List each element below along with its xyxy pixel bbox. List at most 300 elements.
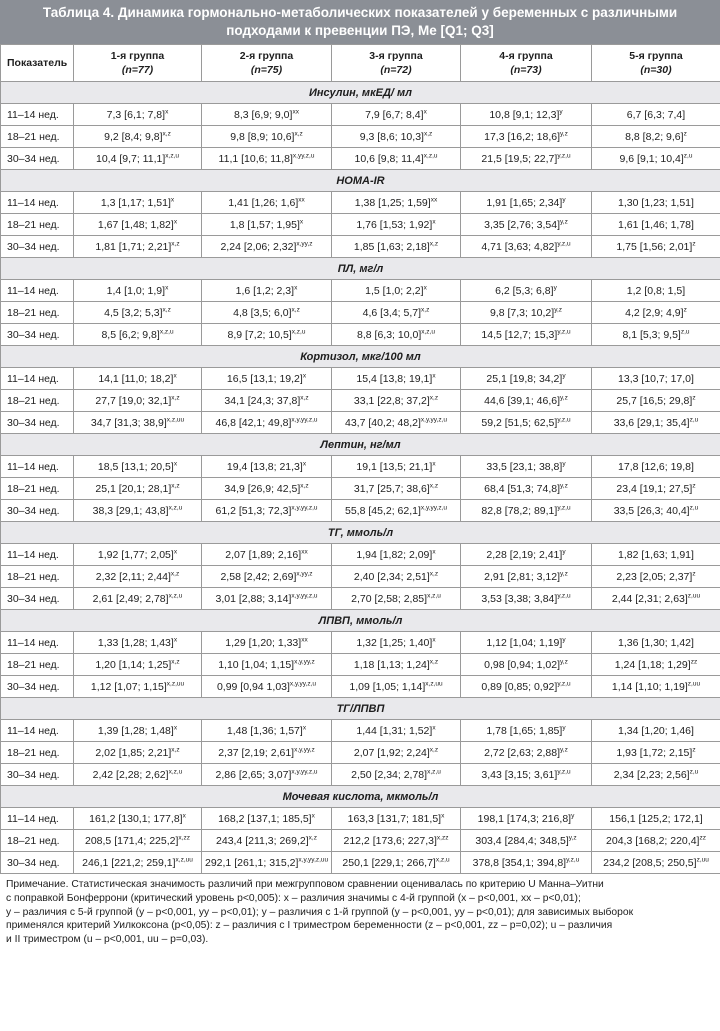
table-cell [461, 412, 592, 434]
significance-marker: x,z,uu [166, 680, 185, 687]
cell-value: 1,29 [1,20; 1,33] [225, 636, 302, 649]
table-cell [461, 544, 592, 566]
table-cell [74, 104, 202, 126]
significance-marker: x,z [171, 658, 180, 665]
header-group-3: 3-я группа (n=72) [332, 45, 461, 82]
table-row [1, 104, 720, 126]
cell-value: 1,32 [1,25; 1,40] [356, 636, 433, 649]
significance-marker: x,z [171, 240, 180, 247]
section-header-row [1, 610, 720, 632]
note-line: применялся критерий Уилкоксона (p<0,05): z – различия с I триместром беременности (z – p<0,001, zz – p=0,02); u – различия [6, 920, 613, 932]
cell-value: 6,7 [6,3; 7,4] [626, 108, 686, 121]
table-cell [461, 324, 592, 346]
table-cell [202, 126, 332, 148]
significance-marker: y,z,u [557, 504, 571, 511]
significance-marker: x,z [308, 834, 317, 841]
table-cell [332, 500, 461, 522]
cell-value: 1,75 [1,56; 2,01] [616, 240, 693, 253]
cell-value: 33,5 [23,1; 38,8] [486, 460, 563, 473]
cell-value: 4,5 [3,2; 5,3] [104, 306, 163, 319]
significance-marker: y,z [568, 834, 577, 841]
table-cell [202, 808, 332, 830]
table-cell [461, 214, 592, 236]
significance-marker: z [692, 482, 696, 489]
significance-marker: x,z [429, 658, 439, 665]
significance-marker: x,z [171, 482, 180, 489]
significance-marker: x,z [171, 746, 180, 753]
cell-value: 1,41 [1,26; 1,6] [228, 196, 299, 209]
cell-value: 2,42 [2,28; 2,62] [92, 768, 169, 781]
table-cell [592, 544, 720, 566]
cell-value: 0,89 [0,85; 0,92] [481, 680, 558, 693]
table-cell [332, 830, 461, 852]
section-title: ТГ/ЛПВП [1, 698, 720, 720]
table-cell [332, 214, 461, 236]
cell-value: 2,50 [2,34; 2,78] [351, 768, 428, 781]
table-cell [74, 720, 202, 742]
table-cell [74, 742, 202, 764]
significance-marker: xx [301, 636, 308, 643]
cell-value: 1,61 [1,46; 1,78] [618, 218, 694, 231]
significance-marker: y [562, 196, 566, 203]
table-row [1, 830, 720, 852]
cell-value: 55,8 [45,2; 62,1] [344, 504, 421, 517]
significance-marker: x,zz [436, 834, 449, 841]
cell-value: 1,3 [1,17; 1,51] [100, 196, 171, 209]
table-cell [74, 148, 202, 170]
cell-value: 1,67 [1,48; 1,82] [97, 218, 174, 231]
significance-marker: x,yy,z [296, 240, 313, 247]
section-title: Инсулин, мкЕД/ мл [1, 82, 720, 104]
cell-value: 1,78 [1,65; 1,85] [486, 724, 563, 737]
table-cell [202, 654, 332, 676]
cell-value: 16,5 [13,1; 19,2] [226, 372, 303, 385]
cell-value: 8,9 [7,2; 10,5] [227, 328, 292, 341]
table-cell [592, 456, 720, 478]
row-label: 18–21 нед. [1, 126, 74, 148]
cell-value: 59,2 [51,5; 62,5] [481, 416, 558, 429]
cell-value: 2,37 [2,19; 2,61] [218, 746, 295, 759]
significance-marker: y [559, 108, 563, 115]
table-row [1, 324, 720, 346]
significance-marker: z,u [689, 416, 699, 423]
cell-value: 2,07 [1,89; 2,16] [225, 548, 302, 561]
significance-marker: x,y,yy,z [294, 746, 315, 753]
significance-marker: y,z [560, 130, 568, 137]
cell-value: 1,44 [1,31; 1,52] [356, 724, 433, 737]
table-row [1, 192, 720, 214]
section-title: Мочевая кислота, мкмоль/л [1, 786, 720, 808]
table-row [1, 500, 720, 522]
significance-marker: x,z,uu [425, 680, 443, 687]
table-cell [202, 390, 332, 412]
section-header-row [1, 522, 720, 544]
table-cell [202, 148, 332, 170]
significance-marker: x,z,u [427, 592, 441, 599]
table-cell [461, 302, 592, 324]
cell-value: 82,8 [78,2; 89,1] [481, 504, 558, 517]
table-cell [332, 126, 461, 148]
cell-value: 378,8 [354,1; 394,8] [472, 856, 567, 869]
table-cell [461, 456, 592, 478]
significance-marker: z [692, 746, 696, 753]
significance-marker: x [302, 372, 307, 379]
section-header-row [1, 346, 720, 368]
cell-value: 246,1 [221,2; 259,1] [82, 856, 176, 869]
cell-value: 4,2 [2,9; 4,9] [625, 306, 684, 319]
cell-value: 8,1 [5,3; 9,5] [622, 328, 681, 341]
cell-value: 8,8 [8,2; 9,6] [625, 130, 684, 143]
cell-value: 198,1 [174,3; 216,8] [477, 812, 572, 825]
row-label: 18–21 нед. [1, 566, 74, 588]
significance-marker: x [302, 724, 307, 731]
significance-marker: y [562, 548, 566, 555]
significance-marker: x,z [429, 240, 439, 247]
section-header-row [1, 698, 720, 720]
cell-value: 14,5 [12,7; 15,3] [481, 328, 558, 341]
table-row [1, 566, 720, 588]
significance-marker: z,uu [687, 680, 701, 687]
cell-value: 1,10 [1,04; 1,15] [218, 658, 295, 671]
row-label: 30–34 нед. [1, 676, 74, 698]
cell-value: 46,8 [42,1; 49,8] [215, 416, 292, 429]
table-cell [202, 280, 332, 302]
table-cell [202, 192, 332, 214]
cell-value: 1,24 [1,18; 1,29] [614, 658, 691, 671]
cell-value: 1,36 [1,30; 1,42] [618, 636, 694, 649]
table-cell [332, 368, 461, 390]
cell-value: 25,1 [19,8; 34,2] [486, 372, 563, 385]
table-cell [461, 390, 592, 412]
significance-marker: x,zz [178, 834, 190, 841]
significance-marker: y,z,u [566, 856, 580, 863]
table-cell [332, 808, 461, 830]
significance-marker: x,z [294, 130, 303, 137]
row-label: 18–21 нед. [1, 478, 74, 500]
table-row [1, 214, 720, 236]
table-cell [592, 720, 720, 742]
table-row [1, 544, 720, 566]
cell-value: 1,76 [1,53; 1,92] [356, 218, 433, 231]
significance-marker: y [571, 812, 575, 819]
table-cell [202, 500, 332, 522]
cell-value: 15,4 [13,8; 19,1] [356, 372, 433, 385]
significance-marker: x [299, 218, 304, 225]
cell-value: 1,30 [1,23; 1,51] [618, 196, 694, 209]
table-row [1, 808, 720, 830]
table-cell [202, 544, 332, 566]
significance-marker: z,u [689, 504, 699, 511]
significance-marker: x,z,u [165, 152, 179, 159]
header-row [1, 45, 720, 82]
cell-value: 10,4 [9,7; 11,1] [95, 152, 166, 165]
table-row [1, 280, 720, 302]
table-cell [202, 236, 332, 258]
table-cell [592, 676, 720, 698]
section-title: Кортизол, мкг/100 мл [1, 346, 720, 368]
significance-marker: x,z [162, 130, 171, 137]
table-cell [332, 544, 461, 566]
table-cell [202, 742, 332, 764]
cell-value: 163,3 [131,7; 181,5] [347, 812, 442, 825]
row-label: 11–14 нед. [1, 632, 74, 654]
table-cell [74, 830, 202, 852]
section-header-row [1, 170, 720, 192]
cell-value: 1,39 [1,28; 1,48] [97, 724, 174, 737]
cell-value: 61,2 [51,3; 72,3] [215, 504, 292, 517]
significance-marker: x,z [429, 570, 439, 577]
cell-value: 2,70 [2,58; 2,85] [351, 592, 428, 605]
cell-value: 168,2 [137,1; 185,5] [218, 812, 312, 825]
cell-value: 3,43 [3,15; 3,61] [481, 768, 558, 781]
table-cell [592, 104, 720, 126]
table-cell [332, 148, 461, 170]
cell-value: 292,1 [261,1; 315,2] [205, 856, 299, 869]
section-title: Лептин, нг/мл [1, 434, 720, 456]
significance-marker: y,z,u [557, 328, 571, 335]
significance-marker: x [432, 460, 436, 467]
table-row [1, 852, 720, 874]
cell-value: 2,23 [2,05; 2,37] [616, 570, 693, 583]
cell-value: 1,91 [1,65; 2,34] [486, 196, 563, 209]
table-row [1, 236, 720, 258]
cell-value: 1,94 [1,82; 2,09] [356, 548, 433, 561]
significance-marker: z [692, 240, 696, 247]
table-cell [461, 280, 592, 302]
cell-value: 17,3 [16,2; 18,6] [484, 130, 561, 143]
significance-marker: x,z [429, 394, 439, 401]
cell-value: 234,2 [208,5; 250,5] [603, 856, 697, 869]
significance-marker: z,uu [687, 592, 701, 599]
significance-marker: y [553, 284, 557, 291]
cell-value: 1,82 [1,63; 1,91] [618, 548, 694, 561]
table-cell [202, 368, 332, 390]
table-row [1, 148, 720, 170]
table-cell [332, 280, 461, 302]
cell-value: 8,3 [6,9; 9,0] [234, 108, 293, 121]
significance-marker: x,z [429, 746, 439, 753]
table-cell [202, 830, 332, 852]
cell-value: 8,8 [6,3; 10,0] [357, 328, 422, 341]
table-cell [592, 764, 720, 786]
cell-value: 10,6 [9,8; 11,4] [354, 152, 424, 165]
significance-marker: x,yy,z,u [292, 152, 315, 159]
table-cell [332, 654, 461, 676]
table-cell [74, 192, 202, 214]
significance-marker: x,z,uu [175, 856, 193, 863]
table-cell [202, 456, 332, 478]
table-cell [592, 588, 720, 610]
row-label: 18–21 нед. [1, 830, 74, 852]
table-cell [202, 852, 332, 874]
cell-value: 1,93 [1,72; 2,15] [616, 746, 693, 759]
table-cell [461, 104, 592, 126]
row-label: 11–14 нед. [1, 456, 74, 478]
significance-marker: x,z,u [168, 768, 183, 775]
significance-marker: x [294, 284, 298, 291]
row-label: 11–14 нед. [1, 192, 74, 214]
significance-marker: x [173, 548, 178, 555]
cell-value: 1,4 [1,0; 1,9] [106, 284, 166, 297]
significance-marker: x [432, 548, 436, 555]
header-group-4: 4-я группа (n=73) [461, 45, 592, 82]
table-cell [332, 324, 461, 346]
table-cell [592, 126, 720, 148]
note-line: с поправкой Бонферрони (критический уровень p<0,005): x – различия значимы с 4-й группой (x – p<0,001, xx – p<0,01); [6, 892, 581, 904]
significance-marker: x [432, 372, 436, 379]
cell-value: 44,6 [39,1; 46,6] [484, 394, 561, 407]
significance-marker: x [182, 812, 186, 819]
table-cell [461, 148, 592, 170]
table-row [1, 302, 720, 324]
cell-value: 31,7 [25,7; 38,6] [353, 482, 430, 495]
table-cell [74, 654, 202, 676]
table-cell [592, 808, 720, 830]
significance-marker: x [170, 196, 175, 203]
row-label: 11–14 нед. [1, 544, 74, 566]
note-line: и II триместром (u – p<0,001, uu – p=0,03). [6, 934, 209, 946]
note-line: y – различия с 5-й группой (y – p<0,001, yy – p<0,01); y – различия с 1-й группой (y – p<0,001, yy – p<0,01); для зависимых выборок [6, 906, 634, 918]
cell-value: 4,8 [3,5; 6,0] [233, 306, 292, 319]
data-table [0, 44, 720, 874]
table-cell [461, 742, 592, 764]
table-cell [202, 764, 332, 786]
table-cell [461, 654, 592, 676]
header-indicator: Показатель [1, 45, 74, 82]
cell-value: 38,3 [29,1; 43,8] [92, 504, 169, 517]
table-row [1, 478, 720, 500]
table-cell [332, 302, 461, 324]
section-title: ЛПВП, ммоль/л [1, 610, 720, 632]
cell-value: 1,12 [1,07; 1,15] [90, 680, 167, 693]
table-cell [592, 236, 720, 258]
significance-marker: x,z,u [427, 768, 441, 775]
cell-value: 1,8 [1,57; 1,95] [229, 218, 300, 231]
significance-marker: y,z,u [557, 416, 571, 423]
table-cell [332, 104, 461, 126]
note-line: Примечание. Статистическая значимость различий при межгрупповом сравнении оценивалась по критерию U Манна–Уитни [6, 879, 604, 890]
table-cell [332, 764, 461, 786]
cell-value: 9,8 [8,9; 10,6] [230, 130, 295, 143]
significance-marker: x,z,u [291, 328, 306, 335]
row-label: 11–14 нед. [1, 808, 74, 830]
cell-value: 2,86 [2,65; 3,07] [215, 768, 292, 781]
table-cell [74, 478, 202, 500]
table-cell [461, 588, 592, 610]
table-cell [74, 632, 202, 654]
significance-marker: x [432, 218, 436, 225]
significance-marker: x [165, 284, 169, 291]
significance-marker: x [423, 284, 427, 291]
row-label: 11–14 нед. [1, 280, 74, 302]
significance-marker: x,z [300, 482, 309, 489]
cell-value: 1,38 [1,25; 1,59] [354, 196, 431, 209]
table-cell [332, 390, 461, 412]
cell-value: 1,2 [0,8; 1,5] [626, 284, 686, 297]
significance-marker: x,z [170, 570, 180, 577]
table-cell [592, 302, 720, 324]
significance-marker: x,y,yy,z,u [289, 680, 317, 687]
significance-marker: x,z,u [423, 152, 438, 159]
significance-marker: x,z [423, 130, 433, 137]
cell-value: 161,2 [130,1; 177,8] [89, 812, 183, 825]
table-cell [74, 544, 202, 566]
cell-value: 33,5 [26,3; 40,4] [613, 504, 690, 517]
significance-marker: x [173, 636, 178, 643]
significance-marker: x,z,u [435, 856, 450, 863]
table-cell [592, 390, 720, 412]
significance-marker: y,z [560, 482, 568, 489]
cell-value: 2,58 [2,42; 2,69] [220, 570, 297, 583]
significance-marker: y,z [560, 394, 568, 401]
cell-value: 2,72 [2,63; 2,88] [484, 746, 561, 759]
table-cell [592, 192, 720, 214]
significance-marker: x,z [300, 394, 309, 401]
table-cell [592, 830, 720, 852]
cell-value: 2,34 [2,23; 2,56] [613, 768, 690, 781]
significance-marker: z,u [689, 768, 699, 775]
table-cell [74, 852, 202, 874]
significance-marker: x [441, 812, 445, 819]
table-cell [74, 390, 202, 412]
table-cell [461, 368, 592, 390]
cell-value: 2,61 [2,49; 2,78] [92, 592, 169, 605]
table-cell [461, 676, 592, 698]
cell-value: 11,1 [10,6; 11,8] [218, 152, 293, 165]
table-cell [461, 808, 592, 830]
significance-marker: x,y,yy,z,u [420, 504, 448, 511]
table-cell [74, 324, 202, 346]
header-group-2: 2-я группа (n=75) [202, 45, 332, 82]
cell-value: 3,35 [2,76; 3,54] [484, 218, 561, 231]
cell-value: 10,8 [9,1; 12,3] [489, 108, 560, 121]
table-cell [74, 764, 202, 786]
table-cell [592, 478, 720, 500]
table-cell [592, 566, 720, 588]
table-cell [592, 742, 720, 764]
significance-marker: z [683, 130, 687, 137]
cell-value: 156,1 [125,2; 172,1] [609, 812, 703, 825]
table-row [1, 632, 720, 654]
cell-value: 1,34 [1,20; 1,46] [618, 724, 694, 737]
table-cell [202, 214, 332, 236]
section-header-row [1, 258, 720, 280]
cell-value: 1,85 [1,63; 2,18] [353, 240, 430, 253]
cell-value: 1,6 [1,2; 2,3] [235, 284, 295, 297]
cell-value: 19,4 [13,8; 21,3] [226, 460, 303, 473]
table-cell [332, 566, 461, 588]
significance-marker: z,u [683, 152, 693, 159]
table-cell [202, 632, 332, 654]
significance-marker: xx [292, 108, 299, 115]
cell-value: 14,1 [11,0; 18,2] [98, 372, 174, 385]
significance-marker: x [165, 108, 169, 115]
significance-marker: x,z [162, 306, 171, 313]
table-cell [74, 676, 202, 698]
table-cell [332, 456, 461, 478]
table-row [1, 676, 720, 698]
significance-marker: y [562, 724, 566, 731]
significance-marker: z,u [680, 328, 690, 335]
table-cell [332, 852, 461, 874]
cell-value: 243,4 [211,3; 269,2] [216, 834, 309, 847]
significance-marker: z [692, 570, 696, 577]
cell-value: 2,07 [1,92; 2,24] [353, 746, 430, 759]
table-cell [461, 126, 592, 148]
table-cell [74, 236, 202, 258]
cell-value: 1,09 [1,05; 1,14] [349, 680, 426, 693]
significance-marker: x,yy,z [296, 570, 313, 577]
